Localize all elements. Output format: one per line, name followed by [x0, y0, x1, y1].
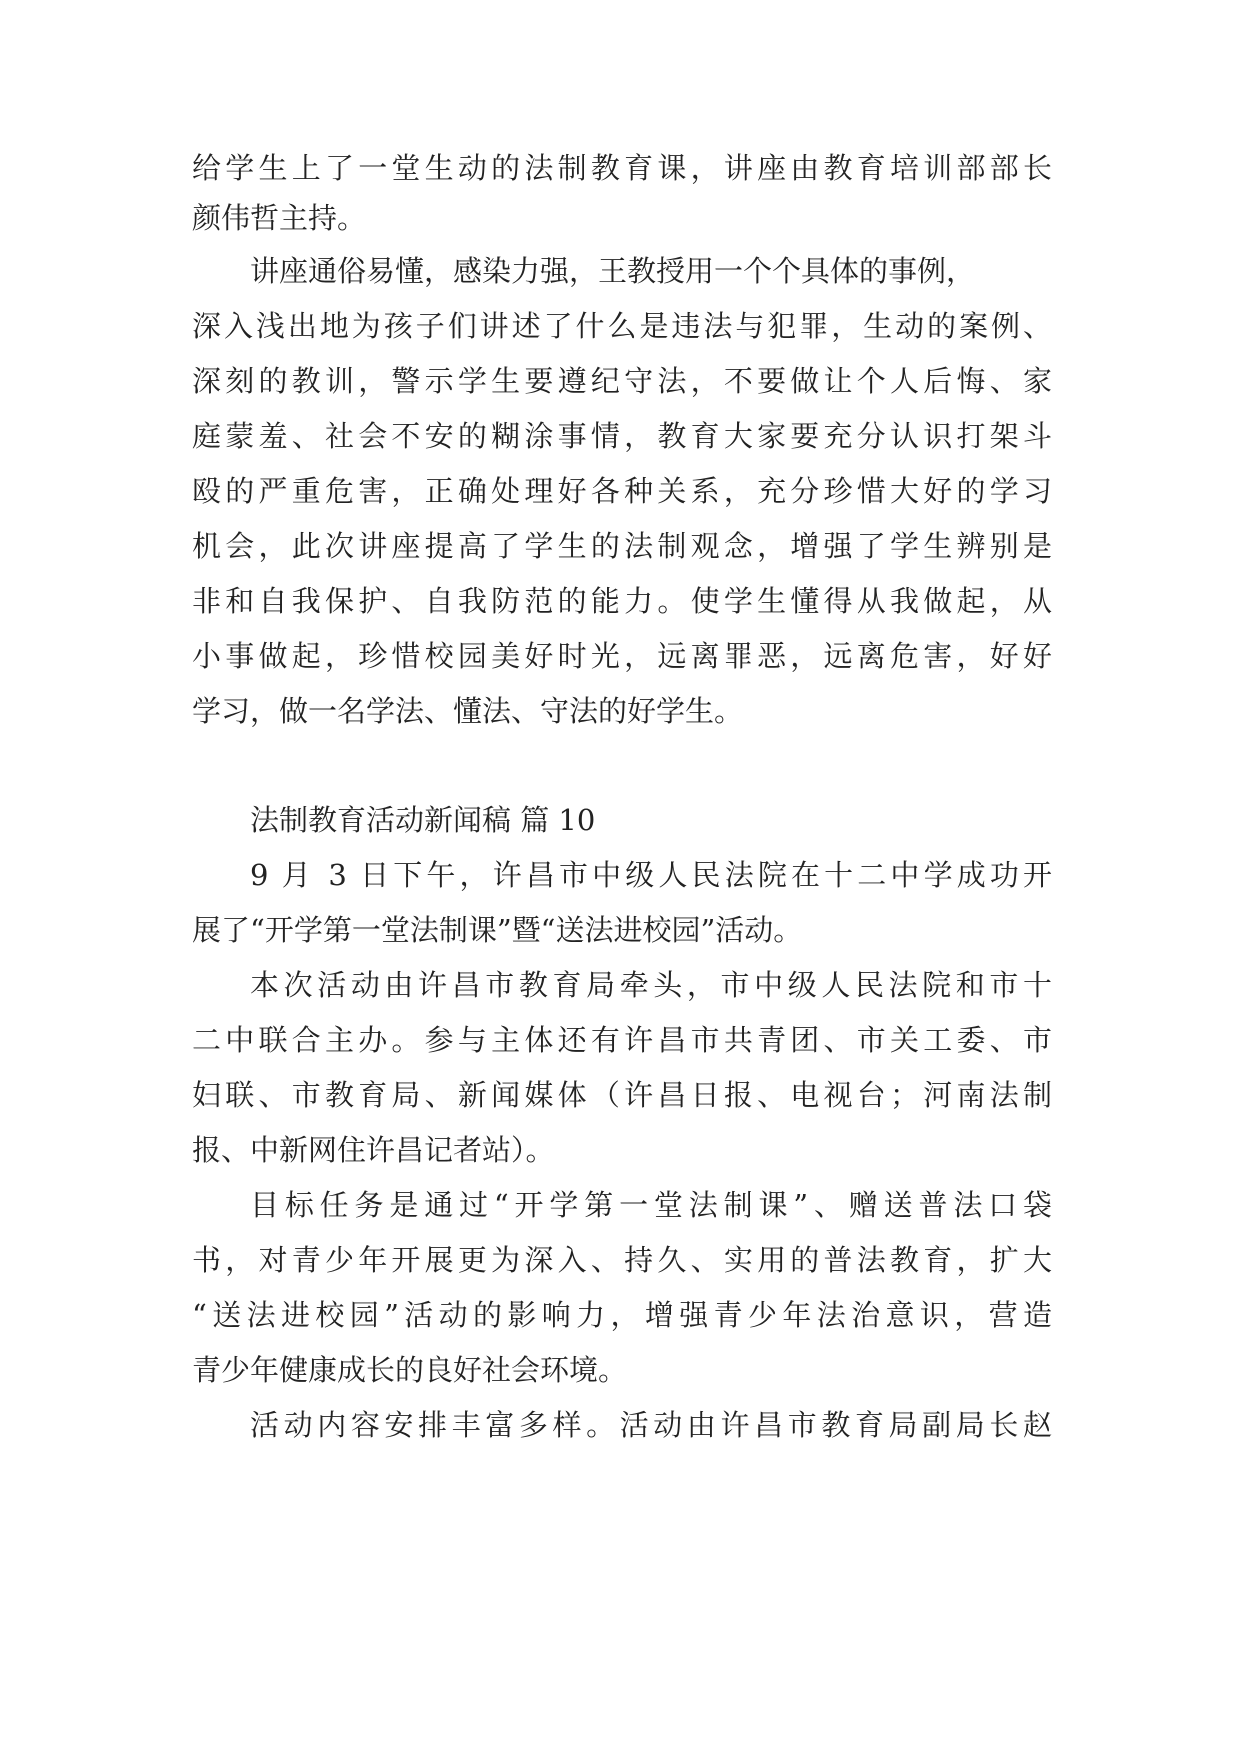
- text-line: 二中联合主办。参与主体还有许昌市共青团、市关工委、市: [192, 1023, 1052, 1057]
- text-line: 殴的严重危害，正确处理好各种关系，充分珍惜大好的学习: [192, 474, 1052, 508]
- text-line: 深入浅出地为孩子们讲述了什么是违法与犯罪，生动的案例、: [192, 309, 1052, 343]
- text-line-indented: 本次活动由许昌市教育局牵头，市中级人民法院和市十: [250, 968, 1052, 1002]
- text-line-indented: 活动内容安排丰富多样。活动由许昌市教育局副局长赵: [250, 1408, 1052, 1442]
- text-line: 机会，此次讲座提高了学生的法制观念，增强了学生辨别是: [192, 529, 1052, 563]
- text-line: 展了“开学第一堂法制课”暨“送法进校园”活动。: [192, 913, 803, 947]
- text-line: 青少年健康成长的良好社会环境。: [192, 1353, 628, 1387]
- section-heading: 法制教育活动新闻稿 篇 10: [250, 803, 596, 837]
- text-line: 庭蒙羞、社会不安的糊涂事情，教育大家要充分认识打架斗: [192, 419, 1052, 453]
- text-line: 小事做起，珍惜校园美好时光，远离罪恶，远离危害，好好: [192, 639, 1052, 673]
- text-line-indented: 讲座通俗易懂，感染力强，王教授用一个个具体的事例，: [250, 254, 976, 288]
- text-line: 给学生上了一堂生动的法制教育课，讲座由教育培训部部长: [192, 151, 1052, 185]
- text-line-indented: 9 月 3 日下午，许昌市中级人民法院在十二中学成功开: [250, 858, 1052, 892]
- text-line: 颜伟哲主持。: [192, 201, 367, 235]
- text-line: 非和自我保护、自我防范的能力。使学生懂得从我做起，从: [192, 584, 1052, 618]
- text-line: 书，对青少年开展更为深入、持久、实用的普法教育，扩大: [192, 1243, 1052, 1277]
- text-line-indented: 目标任务是通过“开学第一堂法制课”、赠送普法口袋: [250, 1188, 1052, 1222]
- text-line: 深刻的教训，警示学生要遵纪守法，不要做让个人后悔、家: [192, 364, 1052, 398]
- text-line: 报、中新网住许昌记者站）。: [192, 1133, 555, 1167]
- text-line: 妇联、市教育局、新闻媒体（许昌日报、电视台；河南法制: [192, 1078, 1052, 1112]
- text-line: “送法进校园”活动的影响力，增强青少年法治意识，营造: [192, 1298, 1052, 1332]
- text-line: 学习，做一名学法、懂法、守法的好学生。: [192, 694, 744, 728]
